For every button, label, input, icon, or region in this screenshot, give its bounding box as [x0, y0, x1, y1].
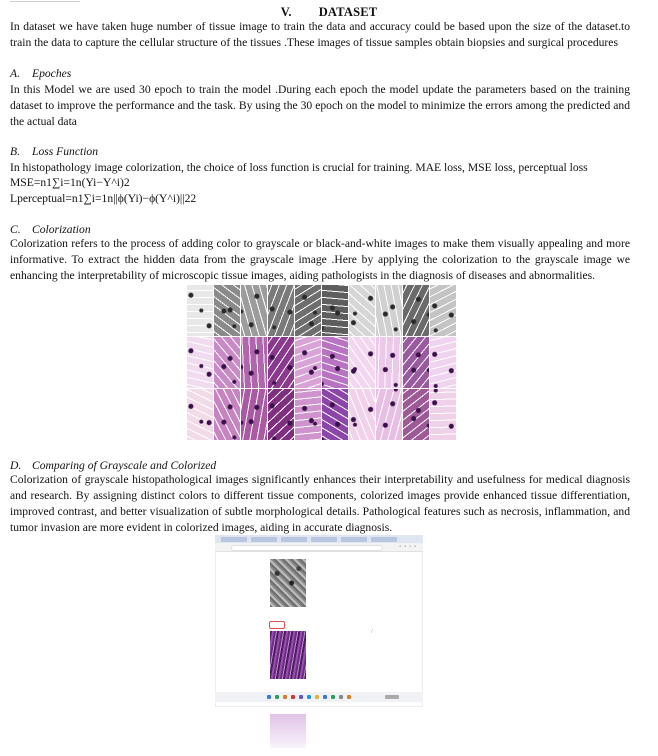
colorization-paragraph: Colorization refers to the process of adding color to grayscale or black-and-white images to make them visually appealing and more informative. To extract the hidden data from the grayscale image .Here by applying the colorization to the grayscale image we enhancing the interpretability of microscopic tissue images, aiding pathologists in the diagnosis of diseases and abnormalities.	[10, 237, 630, 282]
subsection-letter: C.	[10, 223, 21, 236]
colorized-tissue-tile	[430, 337, 456, 388]
ground-truth-tissue-tile	[376, 389, 402, 440]
grayscale-tissue-tile	[295, 285, 321, 336]
loss-paragraph: In histopathology image colorization, the choice of loss function is crucial for training. MAE loss, MSE loss, perceptual loss	[10, 161, 588, 174]
section-title: DATASET	[318, 5, 378, 19]
colorized-tissue-tile	[268, 337, 294, 388]
colorized-tissue-tile	[376, 337, 402, 388]
mouse-cursor-icon: /	[371, 629, 373, 635]
tissue-image-grid	[187, 285, 456, 440]
subsection-heading-loss	[10, 144, 630, 160]
section-number: V.	[280, 5, 292, 19]
colorized-tissue-tile	[295, 337, 321, 388]
browser-menu-icon: • • • •	[399, 545, 417, 550]
grayscale-preview-image	[270, 559, 306, 607]
top-rule	[10, 1, 80, 2]
epoches-paragraph: In this Model we are used 30 epoch to train the model .During each epoch the model update the parameters based on the training dataset to improve the performance and the task. By using the 30 epoch on the model to minimize the errors among the predicted and the actual data	[10, 83, 630, 128]
taskbar-app-icon	[291, 695, 295, 699]
taskbar-app-icon	[323, 695, 327, 699]
browser-tab	[371, 537, 397, 542]
taskbar-app-icon	[307, 695, 311, 699]
ground-truth-tissue-tile	[403, 389, 429, 440]
ground-truth-tissue-tile	[349, 389, 375, 440]
colorize-button	[269, 621, 285, 629]
grayscale-tissue-tile	[322, 285, 348, 336]
browser-tab	[221, 537, 247, 542]
grayscale-tissue-tile	[430, 285, 456, 336]
ground-truth-tissue-tile	[430, 389, 456, 440]
app-screenshot-figure	[215, 535, 423, 707]
ground-truth-tissue-tile	[295, 389, 321, 440]
browser-tab	[311, 537, 337, 542]
subsection-title: Comparing of Grayscale and Colorized	[32, 459, 217, 472]
ground-truth-tissue-tile	[268, 389, 294, 440]
taskbar-app-icon	[331, 695, 335, 699]
subsection-title: Colorization	[32, 223, 91, 236]
ground-truth-tissue-tile	[187, 389, 213, 440]
subsection-title: Epoches	[32, 67, 72, 80]
colorized-tissue-tile	[187, 337, 213, 388]
taskbar-app-icon	[275, 695, 279, 699]
browser-tab	[281, 537, 307, 542]
browser-tab	[341, 537, 367, 542]
colorized-tissue-tile	[322, 337, 348, 388]
cropped-figure-fragment	[270, 714, 306, 748]
grayscale-tissue-tile	[241, 285, 267, 336]
subsection-letter: A.	[10, 67, 20, 80]
taskbar-app-icon	[347, 695, 351, 699]
ground-truth-tissue-tile	[214, 389, 240, 440]
colorized-tissue-tile	[349, 337, 375, 388]
grayscale-tissue-tile	[403, 285, 429, 336]
browser-tab	[251, 537, 277, 542]
grayscale-tissue-tile	[214, 285, 240, 336]
ground-truth-tissue-tile	[241, 389, 267, 440]
browser-tab-bar	[215, 535, 423, 543]
intro-paragraph: In dataset we have taken huge number of tissue image to train the data and accuracy could be based upon the size of the dataset.to train the data to capture the cellular structure of the tissues .These images of tissue samples obtain biopsies and surgical procedures	[10, 20, 630, 49]
colorized-tissue-tile	[214, 337, 240, 388]
ground-truth-tissue-tile	[322, 389, 348, 440]
section-heading	[0, 5, 658, 20]
taskbar-app-icon	[299, 695, 303, 699]
browser-url-bar	[215, 543, 423, 552]
perceptual-equation: Lperceptual=n1∑i=1n||ϕ(Yi)−ϕ(Y^i)||22	[10, 192, 197, 205]
comparing-paragraph: Colorization of grayscale histopathological images significantly enhances their interpretability and usefulness for medical diagnosis and research. By assigning distinct colors to different tissue components, colorized images provide enhanced tissue differentiation, improved contrast, and better visualization of subtle morphological details. Pathological features such as necrosis, inflammation, and tumor invasion are more evident in colorized images, aiding in accurate diagnosis.	[10, 473, 630, 534]
taskbar-clock	[385, 695, 399, 699]
subsection-letter: B.	[10, 145, 20, 158]
grayscale-tissue-tile	[376, 285, 402, 336]
subsection-heading-epoches	[10, 66, 630, 82]
grayscale-tissue-tile	[268, 285, 294, 336]
taskbar-app-icon	[339, 695, 343, 699]
grayscale-tissue-tile	[349, 285, 375, 336]
os-taskbar	[215, 692, 423, 702]
colorized-preview-image	[270, 631, 306, 679]
taskbar-app-icon	[283, 695, 287, 699]
subsection-title: Loss Function	[32, 145, 99, 158]
address-field	[231, 545, 383, 551]
grayscale-tissue-tile	[187, 285, 213, 336]
colorized-tissue-tile	[241, 337, 267, 388]
taskbar-app-icon	[267, 695, 271, 699]
taskbar-app-icon	[315, 695, 319, 699]
mse-equation: MSE=n1∑i=1n(Yi−Y^i)2	[10, 176, 130, 189]
colorized-tissue-tile	[403, 337, 429, 388]
subsection-letter: D.	[10, 459, 22, 472]
